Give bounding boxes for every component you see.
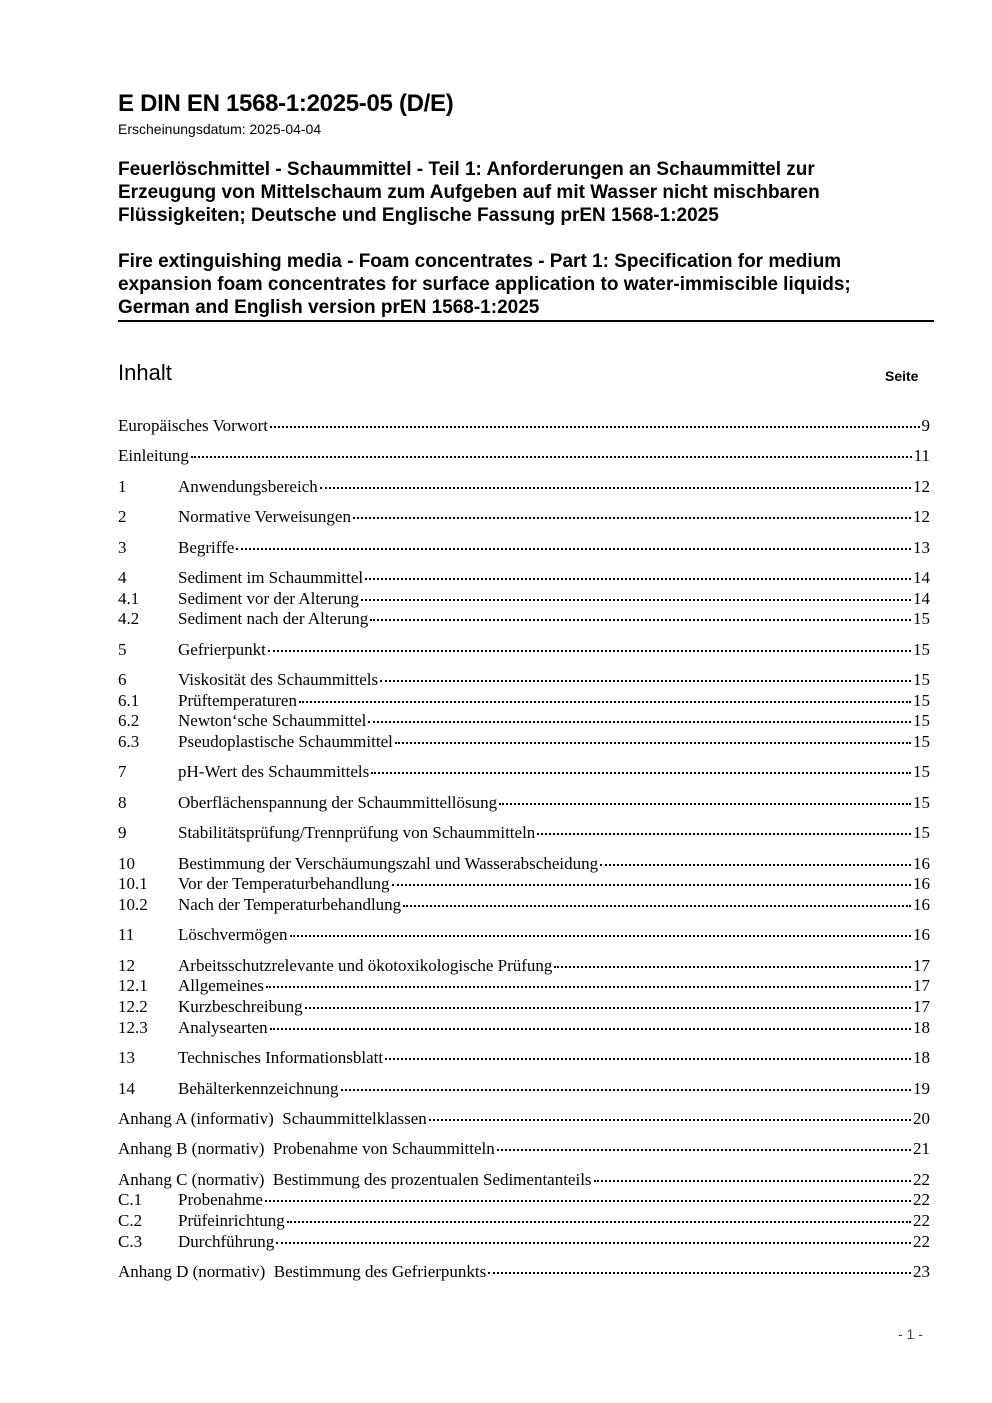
toc-entry[interactable] [118, 793, 930, 814]
toc-entry-title: Prüftemperaturen [178, 690, 297, 710]
dot-leader [365, 578, 911, 580]
toc-entry-title: Allgemeines [178, 976, 264, 996]
toc-entry[interactable] [118, 1211, 930, 1232]
toc-entry-number: 13 [118, 1048, 135, 1068]
toc-entry-title: Prüfeinrichtung [178, 1211, 285, 1230]
toc-entry[interactable] [118, 854, 930, 875]
toc-entry-number: 6.3 [118, 732, 140, 752]
toc-entry-number: 4.2 [118, 609, 140, 629]
toc-entry-page: 16 [913, 874, 930, 894]
toc-entry[interactable] [118, 1018, 930, 1039]
dot-leader [290, 935, 911, 937]
toc-entry-title: Anhang C (normativ) Bestimmung des prozentualen Sedimentanteils [118, 1169, 592, 1189]
toc-entry-title: Gefrierpunkt [178, 639, 266, 659]
toc-entry[interactable] [118, 1170, 930, 1191]
toc-entry-number: 6 [118, 670, 127, 689]
toc-entry-page: 17 [913, 976, 930, 996]
toc-entry-number: 12 [118, 955, 135, 975]
toc-entry-page: 17 [913, 955, 930, 975]
toc-entry-title: Anwendungsbereich [178, 476, 318, 496]
toc-entry-title: Arbeitsschutzrelevante und ökotoxikologische Prüfung [178, 955, 553, 975]
toc-entry-title: Viskosität des Schaummittels [178, 670, 379, 689]
toc-entry-title: Vor der Temperaturbehandlung [178, 874, 390, 894]
toc-entry-title: Sediment vor der Alterung [178, 588, 359, 608]
toc-group [118, 640, 930, 661]
toc-group [118, 670, 930, 753]
toc-group [118, 1139, 930, 1160]
toc-group [118, 793, 930, 814]
toc-entry-page: 9 [921, 416, 930, 435]
toc-entry-number: 6.2 [118, 711, 140, 731]
dot-leader [299, 701, 911, 703]
toc-entry-page: 17 [913, 997, 930, 1017]
page-number: - 1 - [898, 1326, 923, 1342]
dot-leader [499, 803, 911, 805]
toc-entry-number: 5 [118, 639, 127, 659]
toc-entry-number: 8 [118, 792, 127, 812]
document-id: E DIN EN 1568-1:2025-05 (D/E) [118, 90, 454, 117]
toc-entry[interactable] [118, 1079, 930, 1100]
toc-entry-number: 3 [118, 537, 127, 557]
toc-entry-title: Durchführung [178, 1231, 275, 1251]
toc-entry-title: Europäisches Vorwort [118, 416, 268, 435]
toc-entry[interactable] [118, 711, 930, 732]
toc-group [118, 1048, 930, 1069]
dot-leader [268, 650, 911, 652]
dot-leader [236, 548, 911, 550]
dot-leader [392, 884, 911, 886]
toc-entry[interactable] [118, 762, 930, 783]
toc-entry-page: 15 [913, 690, 930, 710]
toc-entry-title: Bestimmung der Verschäumungszahl und Wasserabscheidung [178, 853, 599, 873]
toc-entry[interactable] [118, 925, 930, 946]
toc-group [118, 925, 930, 946]
toc-entry-page: 12 [913, 507, 930, 527]
toc-entry-title: Stabilitätsprüfung/Trennprüfung von Schaummitteln [178, 823, 536, 843]
dot-leader [266, 986, 911, 988]
toc-entry-number: 9 [118, 823, 127, 843]
toc-entry-page: 15 [913, 711, 930, 731]
toc-entry-title: Sediment nach der Alterung [178, 609, 369, 629]
dot-leader [361, 599, 911, 601]
toc-entry-number: 12.1 [118, 976, 148, 996]
toc-entry-number: 10.1 [118, 874, 148, 894]
dot-leader [594, 1180, 911, 1182]
toc-group [118, 568, 930, 630]
toc-entry-page: 11 [913, 446, 930, 466]
toc-entry-page: 15 [913, 732, 930, 752]
toc-entry-title: Anhang A (informativ) Schaummittelklassen [118, 1108, 427, 1128]
dot-leader [380, 680, 911, 682]
toc-entry[interactable] [118, 507, 930, 528]
toc-entry-title: Sediment im Schaummittel [178, 567, 364, 587]
toc-entry-page: 23 [913, 1262, 930, 1282]
toc-entry-page: 16 [913, 853, 930, 873]
toc-entry-title: Technisches Informationsblatt [178, 1048, 384, 1068]
toc-entry[interactable] [118, 732, 930, 753]
toc-entry-title: Newton‘sche Schaummittel [178, 711, 367, 731]
toc-entry[interactable] [118, 956, 930, 977]
toc-entry-page: 16 [913, 894, 930, 914]
toc-page-column-label: Seite [885, 368, 919, 384]
dot-leader [497, 1149, 911, 1151]
toc-entry-page: 14 [913, 588, 930, 608]
toc-entry-title: Pseudoplastische Schaummittel [178, 732, 393, 752]
toc-entry-page: 22 [913, 1169, 930, 1189]
toc-entry[interactable] [118, 1048, 930, 1069]
dot-leader [537, 833, 911, 835]
toc-entry-number: 14 [118, 1078, 135, 1098]
toc-entry-page: 15 [913, 670, 930, 689]
dot-leader [600, 864, 911, 866]
toc-entry-title: Einleitung [118, 446, 189, 466]
toc-entry[interactable] [118, 1262, 930, 1283]
toc-entry[interactable] [118, 477, 930, 498]
toc-entry[interactable] [118, 874, 930, 895]
toc-entry-number: C.1 [118, 1190, 143, 1210]
toc-entry-page: 16 [913, 925, 930, 945]
dot-leader [385, 1058, 911, 1060]
toc-heading: Inhalt [118, 360, 172, 385]
toc-entry[interactable] [118, 1139, 930, 1160]
toc-entry[interactable] [118, 997, 930, 1018]
title-english: Fire extinguishing media - Foam concentrates - Part 1: Specification for medium expansion foam concentrates for surface application to water-immiscible liquids; German and English version prEN 1568-1:2025 [118, 251, 851, 318]
toc-group [118, 538, 930, 559]
toc-entry[interactable] [118, 823, 930, 844]
dot-leader [305, 1007, 911, 1009]
toc-entry-page: 22 [913, 1190, 930, 1210]
toc-entry-title: pH-Wert des Schaummittels [178, 762, 370, 782]
toc-entry[interactable] [118, 416, 930, 437]
toc-entry-number: 6.1 [118, 690, 140, 710]
toc-entry-page: 18 [913, 1017, 930, 1037]
toc-entry-page: 22 [913, 1211, 930, 1230]
toc-group [118, 1170, 930, 1253]
toc-entry-number: 12.3 [118, 1017, 148, 1037]
toc-entry-title: Normative Verweisungen [178, 507, 351, 527]
publication-date: Erscheinungsdatum: 2025-04-04 [118, 121, 322, 137]
toc-entry-title: Behälterkennzeichnung [178, 1078, 339, 1098]
toc-entry[interactable] [118, 1232, 930, 1253]
toc-entry-number: 4.1 [118, 588, 140, 608]
toc-entry-title: Löschvermögen [178, 925, 288, 945]
toc-entry-page: 20 [913, 1108, 930, 1128]
toc-entry[interactable] [118, 691, 930, 712]
dot-leader [554, 966, 911, 968]
toc-group [118, 1262, 930, 1283]
toc-entry[interactable] [118, 609, 930, 630]
toc-entry-title: Analysearten [178, 1017, 268, 1037]
toc-entry[interactable] [118, 568, 930, 589]
toc-entry[interactable] [118, 670, 930, 691]
toc-entry-number: 7 [118, 762, 127, 782]
dot-leader [370, 619, 911, 621]
dot-leader [371, 772, 911, 774]
title-german: Feuerlöschmittel - Schaummittel - Teil 1: Anforderungen an Schaummittel zur Erzeugung von Mittelschaum zum Aufgeben auf mit Wasser nicht mischbaren Flüssigkeiten; Deutsche und Englische Fassung prEN 1568-1:2025 [118, 159, 820, 226]
dot-leader [341, 1089, 912, 1091]
toc-entry-number: 10 [118, 853, 135, 873]
dot-leader [403, 905, 911, 907]
dot-leader [395, 742, 911, 744]
toc-entry-page: 21 [913, 1139, 930, 1159]
toc-entry-page: 18 [913, 1048, 930, 1068]
toc-entry-page: 15 [913, 762, 930, 782]
toc-entry-page: 19 [913, 1078, 930, 1098]
toc-entry-page: 22 [913, 1231, 930, 1251]
toc-entry-number: 2 [118, 507, 127, 527]
toc-entry[interactable] [118, 1190, 930, 1211]
toc-entry-number: 4 [118, 567, 127, 587]
toc-entry[interactable] [118, 976, 930, 997]
toc-entry[interactable] [118, 640, 930, 661]
toc-group [118, 1079, 930, 1100]
toc-entry-title: Begriffe [178, 537, 235, 557]
toc-entry-title: Anhang D (normativ) Bestimmung des Gefrierpunkts [118, 1262, 487, 1282]
dot-leader [191, 456, 912, 458]
toc-entry-page: 15 [913, 639, 930, 659]
toc-entry[interactable] [118, 895, 930, 916]
dot-leader [368, 721, 911, 723]
dot-leader [429, 1119, 911, 1121]
toc-group [118, 854, 930, 916]
toc-entry[interactable] [118, 1109, 930, 1130]
toc-entry-title: Probenahme [178, 1190, 263, 1210]
toc-entry-title: Anhang B (normativ) Probenahme von Schaummitteln [118, 1139, 495, 1159]
toc-group [118, 416, 930, 437]
toc-group [118, 507, 930, 528]
toc-entry-title: Nach der Temperaturbehandlung [178, 894, 402, 914]
toc-entry-page: 12 [913, 476, 930, 496]
title-divider [118, 320, 934, 322]
toc-entry-page: 15 [913, 792, 930, 812]
toc-group [118, 446, 930, 467]
dot-leader [276, 1242, 911, 1244]
toc-entry-number: 12.2 [118, 997, 148, 1017]
dot-leader [353, 517, 911, 519]
toc-entry-number: 1 [118, 476, 127, 496]
toc-entry-number: 10.2 [118, 894, 148, 914]
toc-entry-title: Kurzbeschreibung [178, 997, 303, 1017]
dot-leader [287, 1221, 911, 1223]
toc-entry[interactable] [118, 446, 930, 467]
toc-entry[interactable] [118, 589, 930, 610]
toc-group [118, 1109, 930, 1130]
toc-group [118, 956, 930, 1039]
toc-entry-page: 15 [913, 823, 930, 843]
table-of-contents [118, 416, 930, 1283]
toc-entry-page: 13 [913, 537, 930, 557]
toc-entry-number: C.2 [118, 1211, 143, 1230]
toc-group [118, 477, 930, 498]
toc-entry-number: C.3 [118, 1231, 143, 1251]
dot-leader [270, 426, 920, 428]
dot-leader [270, 1028, 911, 1030]
toc-entry[interactable] [118, 538, 930, 559]
dot-leader [320, 487, 911, 489]
toc-entry-page: 14 [913, 567, 930, 587]
toc-entry-page: 15 [913, 609, 930, 629]
toc-entry-title: Oberflächenspannung der Schaummittellösung [178, 792, 498, 812]
toc-entry-number: 11 [118, 925, 135, 945]
toc-group [118, 762, 930, 783]
dot-leader [488, 1272, 911, 1274]
dot-leader [265, 1200, 911, 1202]
toc-group [118, 823, 930, 844]
